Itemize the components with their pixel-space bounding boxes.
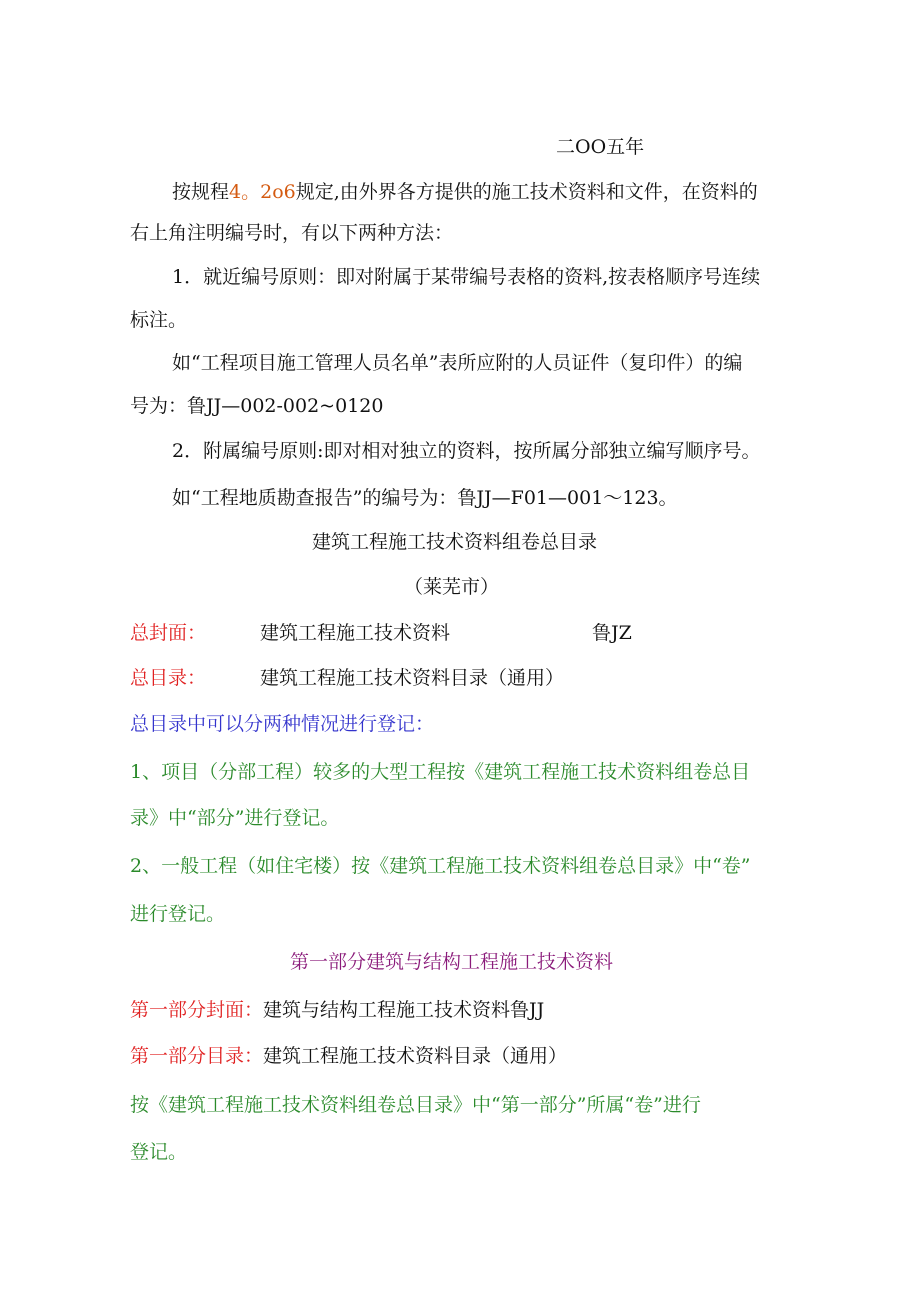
part-1-note-line-2: 登记。 [130,1141,188,1163]
catalog-note: 总目录中可以分两种情况进行登记： [130,713,435,735]
document-year: 二OO五年 [556,136,645,158]
part-1-toc-label: 第一部分目录： [130,1045,264,1067]
catalog-title: 建筑工程施工技术资料组卷总目录 [312,531,598,553]
catalog-item-2-line-2: 进行登记。 [130,903,226,925]
intro-prefix: 按规程 [172,181,230,203]
part-1-toc-value: 建筑工程施工技术资料目录（通用） [263,1045,568,1067]
method-1-line-1: 1．就近编号原则：即对附属于某带编号表格的资料,按表格顺序号连续 [172,266,761,288]
part-1-note-line-1: 按《建筑工程施工技术资料组卷总目录》中“第一部分”所属“卷”进行 [130,1094,701,1116]
method-2-example: 如“工程地质勘查报告”的编号为：鲁JJ—F01—001～123。 [172,487,678,509]
regulation-reference: 4。2o6 [229,181,296,203]
catalog-item-2-line-1: 2、一般工程（如住宅楼）按《建筑工程施工技术资料组卷总目录》中“卷” [130,855,751,877]
part-1-toc-row [130,1047,567,1066]
method-1-line-2: 标注。 [130,309,188,331]
part-1-cover-label: 第一部分封面： [130,999,264,1021]
catalog-item-1-line-2: 录》中“部分”进行登记。 [130,807,340,829]
intro-line-1-rest: 规定,由外界各方提供的施工技术资料和文件，在资料的 [295,181,758,203]
part-1-title-text: 第一部分建筑与结构工程施工技术资料 [290,951,614,973]
catalog-item-1-line-1: 1、项目（分部工程）较多的大型工程按《建筑工程施工技术资料组卷总目 [130,761,751,783]
method-1-example-line-1: 如“工程项目施工管理人员名单”表所应附的人员证件（复印件）的编 [172,352,743,374]
intro-line-1 [172,183,758,202]
intro-line-2: 右上角注明编号时，有以下两种方法： [130,222,454,244]
catalog-city: （莱芜市） [404,576,500,598]
part-1-cover-value: 建筑与结构工程施工技术资料鲁JJ [263,999,545,1021]
part-1-title [290,953,613,972]
total-cover-value: 建筑工程施工技术资料 [260,622,451,644]
total-toc-value: 建筑工程施工技术资料目录（通用） [260,667,565,689]
total-cover-code: 鲁JZ [592,622,632,644]
total-cover-label: 总封面： [130,622,207,644]
method-2-line-1: 2．附属编号原则:即对相对独立的资料，按所属分部独立编写顺序号。 [172,440,761,462]
part-1-cover-row [130,1001,544,1020]
method-1-example-line-2: 号为：鲁JJ—002-002~0120 [130,395,384,417]
total-toc-label: 总目录： [130,667,207,689]
